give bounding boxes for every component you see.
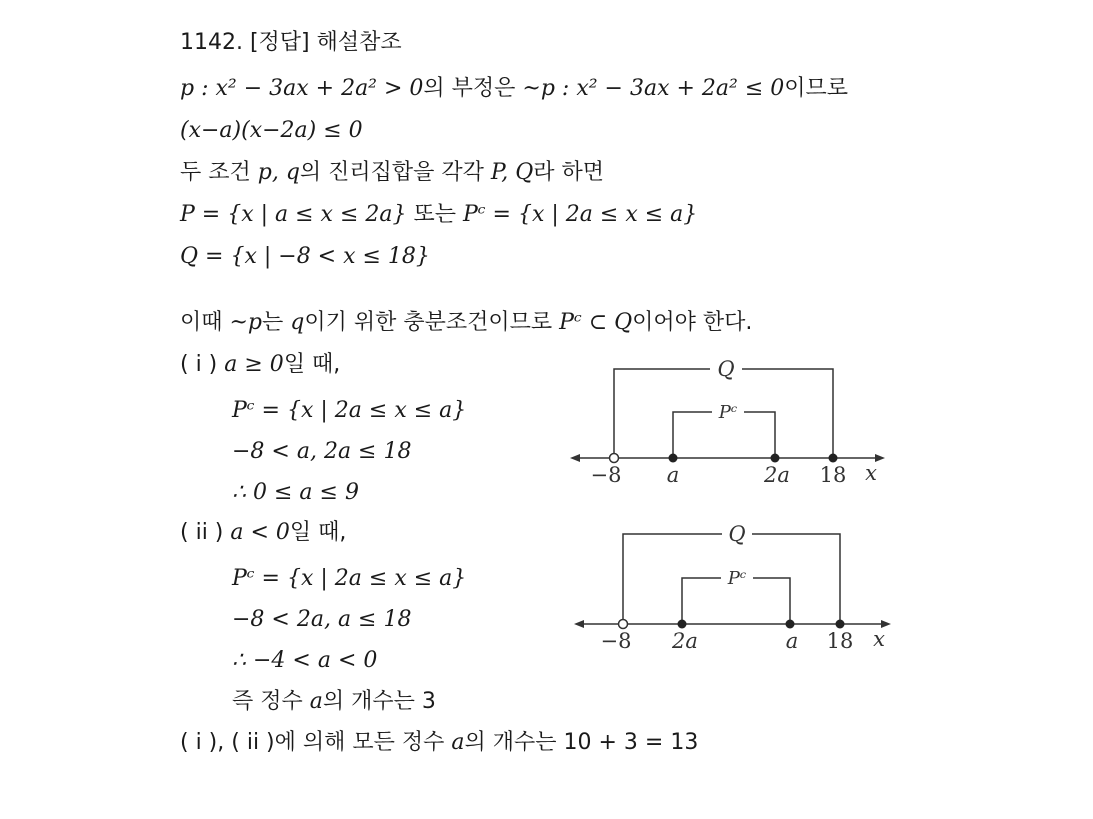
case1-result — [232, 478, 359, 508]
text: 이어야 한다. — [632, 310, 753, 335]
closed-point — [836, 620, 845, 629]
text: 의 개수는 10 + 3 = 13 — [464, 730, 699, 755]
pc-label: Pᶜ — [718, 402, 738, 423]
axis-arrow-left-icon — [570, 454, 580, 462]
case2-result — [232, 646, 377, 676]
tick-label: 18 — [819, 463, 847, 487]
sufficient-condition-line — [180, 308, 752, 338]
text: 는 — [262, 310, 291, 335]
q-label: Q — [717, 357, 735, 381]
case1-conditions — [232, 437, 411, 467]
closed-point — [786, 620, 795, 629]
problem-header: 1142. [정답] 해설참조 — [180, 30, 402, 55]
math: P = {x | a ≤ x ≤ 2a} — [180, 202, 407, 227]
pc-bracket-left — [673, 412, 712, 458]
text: ( ii ) — [180, 520, 231, 545]
set-p-line — [180, 200, 697, 230]
q-bracket-left — [623, 534, 722, 624]
math: Pᶜ = {x | 2a ≤ x ≤ a} — [232, 398, 467, 423]
pc-bracket-right — [753, 578, 790, 624]
math: q — [290, 310, 305, 335]
case2-count — [232, 687, 436, 717]
math: −8 < a, 2a ≤ 18 — [232, 439, 412, 464]
tick-label: −8 — [590, 463, 622, 487]
math: a ≥ 0 — [224, 352, 284, 377]
q-bracket-right — [752, 534, 840, 624]
math: ∴ −4 < a < 0 — [232, 648, 378, 673]
case2-title — [180, 518, 346, 548]
pc-bracket-left — [682, 578, 721, 624]
math: a — [309, 689, 323, 714]
number-line-svg — [570, 352, 890, 492]
math: ∴ 0 ≤ a ≤ 9 — [232, 480, 359, 505]
math: a — [451, 730, 465, 755]
math: ~p — [229, 310, 263, 335]
q-bracket-left — [614, 369, 710, 458]
text: 이기 위한 충분조건이므로 — [304, 310, 560, 335]
tick-label: a — [666, 463, 680, 487]
closed-point — [829, 454, 838, 463]
pc-bracket-right — [744, 412, 775, 458]
text: 라 하면 — [533, 160, 605, 185]
case1-set — [232, 396, 466, 426]
set-q-line — [180, 242, 430, 272]
tick-label: −8 — [600, 629, 632, 653]
condition-p: p : x² − 3ax + 2a² > 0 — [180, 76, 424, 101]
text: 일 때, — [283, 352, 341, 377]
final-answer — [180, 728, 698, 758]
math: Pᶜ ⊂ Q — [559, 310, 633, 335]
text: 즉 정수 — [232, 689, 310, 714]
math: p, q — [257, 160, 300, 185]
math: Pᶜ = {x | 2a ≤ x ≤ a} — [232, 566, 467, 591]
math: a < 0 — [230, 520, 290, 545]
math: Q = {x | −8 < x ≤ 18} — [180, 244, 430, 269]
tick-label: a — [785, 629, 799, 653]
closed-point — [669, 454, 678, 463]
axis-label: x — [873, 627, 885, 651]
math: P, Q — [490, 160, 534, 185]
case1-title — [180, 350, 340, 380]
q-bracket-right — [742, 369, 833, 458]
text: 의 진리집합을 각각 — [299, 160, 491, 185]
text: 일 때, — [289, 520, 347, 545]
axis-label: x — [865, 461, 877, 485]
text: 의 개수는 3 — [322, 689, 436, 714]
negation-line — [180, 74, 848, 104]
closed-point — [771, 454, 780, 463]
case2-set — [232, 564, 466, 594]
number-line-svg — [574, 520, 894, 660]
math: (x−a)(x−2a) ≤ 0 — [180, 118, 363, 143]
text: 두 조건 — [180, 160, 258, 185]
number-line-diagram-case2 — [574, 520, 894, 660]
case2-conditions — [232, 605, 411, 635]
open-point — [610, 454, 619, 463]
factored-inequality — [180, 116, 363, 146]
text: ( i ) — [180, 352, 225, 377]
text: 이므로 — [784, 76, 849, 101]
tick-label: 18 — [826, 629, 854, 653]
text: 또는 — [406, 202, 463, 227]
axis-arrow-left-icon — [574, 620, 584, 628]
pc-label: Pᶜ — [727, 568, 747, 589]
q-label: Q — [728, 522, 746, 546]
text: 의 부정은 — [423, 76, 523, 101]
truth-set-intro — [180, 158, 604, 188]
tick-label: 2a — [672, 629, 698, 653]
condition-not-p: ~p : x² − 3ax + 2a² ≤ 0 — [522, 76, 785, 101]
number-line-diagram-case1 — [570, 352, 890, 492]
math: Pᶜ = {x | 2a ≤ x ≤ a} — [463, 202, 698, 227]
math: −8 < 2a, a ≤ 18 — [232, 607, 412, 632]
closed-point — [678, 620, 687, 629]
text: ( i ), ( ii )에 의해 모든 정수 — [180, 730, 452, 755]
open-point — [619, 620, 628, 629]
text: 이때 — [180, 310, 230, 335]
tick-label: 2a — [764, 463, 790, 487]
